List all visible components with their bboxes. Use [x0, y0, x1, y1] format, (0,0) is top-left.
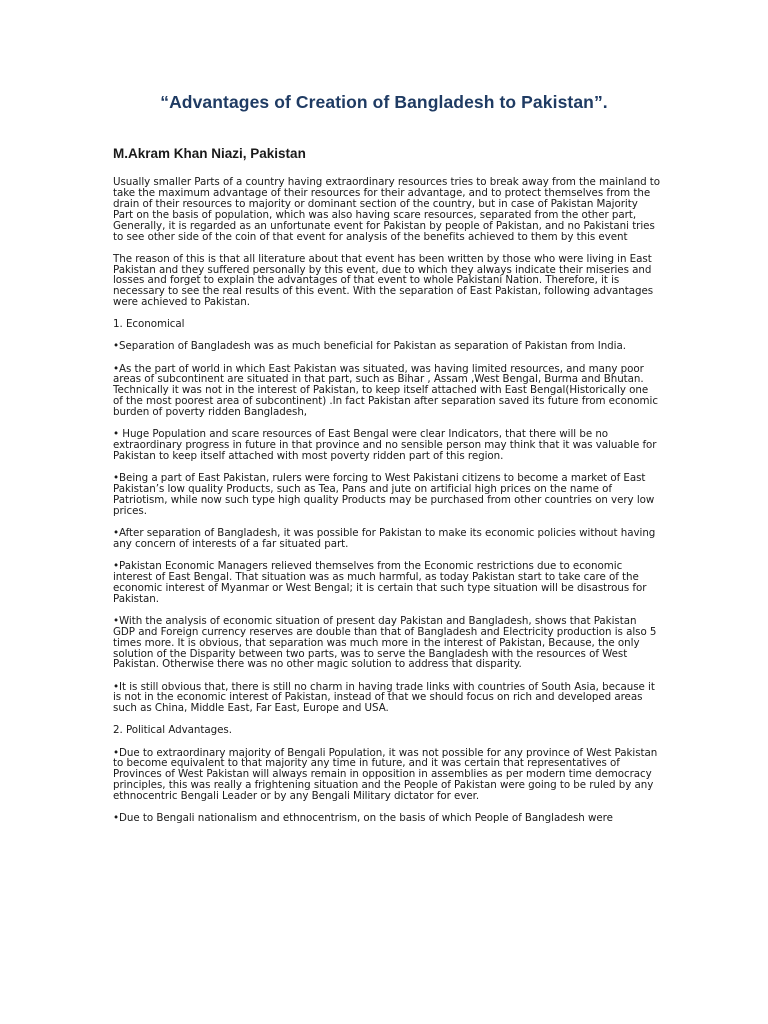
section-heading: 1. Economical [113, 318, 185, 331]
bullet-paragraph: •As the part of world in which East Pakistan was situated, was having limited resources, and many poor areas of subcontinent are situated in that part, such as Bihar , Assam ,West Bengal, Burma and Bhutan. Technically it was not in the interest of Pakistan, to keep itself attached with East Bengal(Historically one of the most poorest area of subcontinent) .In fact Pakistan after separation saved its future from economic burden of poverty ridden Bangladesh, [113, 362, 658, 419]
bullet-paragraph: •With the analysis of economic situation of present day Pakistan and Bangladesh, shows that Pakistan GDP and Foreign currency reserves are double than that of Bangladesh and Electricity production is also 5 times more. It is obvious, that separation was much more in the interest of Pakistan, Because, the only solution of the Disparity between two parts, was to serve the Bangladesh with the resources of West Pakistan. Otherwise there was no other magic solution to address that disparity. [113, 614, 657, 671]
author-line: M.Akram Khan Niazi, Pakistan [113, 146, 306, 161]
bullet-paragraph: •It is still obvious that, there is still no charm in having trade links with countries of South Asia, because it is not in the economic interest of Pakistan, instead of that we should focus on rich and developed areas such as China, Middle East, Far East, Europe and USA. [113, 680, 655, 715]
bullet-paragraph: •After separation of Bangladesh, it was possible for Pakistan to make its economic policies without having any concern of interests of a far situated part. [113, 526, 656, 550]
paragraph: The reason of this is that all literature about that event has been written by those who were living in East Pakistan and they suffered personally by this event, due to which they always indicate their miseries and losses and forget to explain the advantages of that event to whole Pakistani Nation. Therefore, it is necessary to see the real results of this event. With the separation of East Pakistan, following advantages were achieved to Pakistan. [113, 252, 654, 309]
document-body [113, 177, 661, 835]
paragraph: Usually smaller Parts of a country having extraordinary resources tries to break away from the mainland to take the maximum advantage of their resources for their advantage, and to protect themselves from the drain of their resources to majority or dominant section of the country, but in case of Pakistan Majority Part on the basis of population, which was also having scare resources, separated from the other part, Generally, it is regarded as an unfortunate event for Pakistan by people of Pakistan, and no Pakistani tries to see other side of the coin of that event for analysis of the benefits achieved to them by this event [113, 176, 661, 243]
bullet-paragraph: •Being a part of East Pakistan, rulers were forcing to West Pakistani citizens to become a market of East Pakistan’s low quality Products, such as Tea, Pans and jute on artificial high prices on the name of Patriotism, while now such type high quality Products may be purchased from other countries on very low prices. [113, 472, 655, 517]
bullet-paragraph: • Huge Population and scare resources of East Bengal were clear Indicators, that there will be no extraordinary progress in future in that province and no sensible person may think that it was valuable for Pakistan to keep itself attached with most poverty ridden part of this region. [113, 428, 657, 463]
document-title: “Advantages of Creation of Bangladesh to Pakistan”. [160, 92, 608, 112]
bullet-paragraph: •Due to extraordinary majority of Bengali Population, it was not possible for any province of West Pakistan to become equivalent to that majority any time in future, and it was certain that representatives of Provinces of West Pakistan will always remain in opposition in assemblies as per modern time democracy principles, this was really a frightening situation and the People of Pakistan were going to be ruled by any ethnocentric Bengali Leader or by any Bengali Military dictator for ever. [113, 746, 658, 803]
bullet-paragraph: •Separation of Bangladesh was as much beneficial for Pakistan as separation of Pakistan from India. [113, 340, 626, 353]
bullet-paragraph: •Due to Bengali nationalism and ethnocentrism, on the basis of which People of Bangladesh were [113, 812, 613, 825]
section-heading: 2. Political Advantages. [113, 724, 232, 737]
bullet-paragraph: •Pakistan Economic Managers relieved themselves from the Economic restrictions due to economic interest of East Bengal. That situation was as much harmful, as today Pakistan start to take care of the economic interest of Myanmar or West Bengal; it is certain that such type situation will be disastrous for Pakistan. [113, 559, 647, 605]
